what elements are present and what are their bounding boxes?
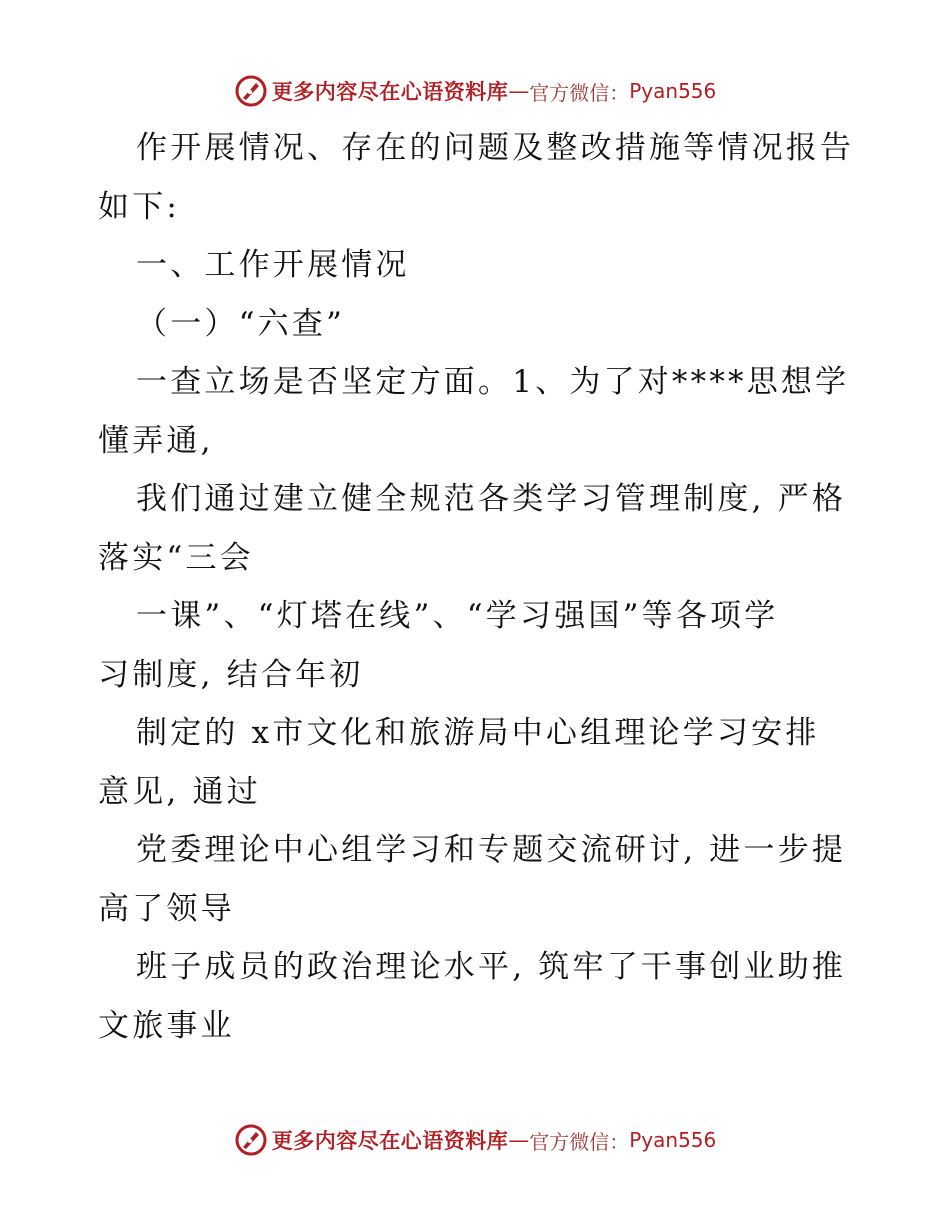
document-body — [98, 119, 858, 1055]
text-line: 高了领导 — [98, 890, 235, 927]
watermark-dash: — — [508, 79, 530, 103]
text-line: 制定的 x市文化和旅游局中心组理论学习安排 — [136, 715, 820, 751]
text-line: 习制度, 结合年初 — [98, 656, 364, 693]
quill-pen-logo-icon — [234, 74, 268, 108]
footer-watermark — [0, 1120, 950, 1160]
text-line: 文旅事业 — [98, 1007, 235, 1044]
text-line: 作开展情况、存在的问题及整改措施等情况报告 — [136, 130, 855, 166]
text-line: 落实“三会 — [98, 539, 254, 576]
text-line: 一查立场是否坚定方面。1、为了对****思想学 — [136, 364, 850, 400]
watermark-dash: — — [508, 1128, 530, 1152]
watermark-site-text: 更多内容尽在心语资料库 — [271, 80, 509, 104]
header-watermark — [0, 71, 950, 111]
watermark-wechat-label: 官方微信： — [529, 1129, 630, 1154]
text-line: 班子成员的政治理论水平, 筑牢了干事创业助推 — [136, 949, 847, 985]
quill-pen-logo-icon — [234, 1123, 268, 1157]
watermark-wechat-label: 官方微信： — [529, 80, 630, 105]
watermark-site-text: 更多内容尽在心语资料库 — [271, 1129, 509, 1153]
text-line: 党委理论中心组学习和专题交流研讨, 进一步提 — [136, 832, 847, 868]
text-line: 懂弄通, — [98, 422, 214, 459]
text-line: 我们通过建立健全规范各类学习管理制度, 严格 — [136, 481, 847, 517]
text-line: 意见, 通过 — [98, 773, 261, 810]
subsection-heading: （一）“六查” — [136, 305, 346, 342]
text-line: 如下: — [98, 188, 181, 225]
watermark-wechat-id: Pyan556 — [629, 79, 717, 103]
section-heading: 一、工作开展情况 — [136, 247, 410, 283]
watermark-wechat-id: Pyan556 — [629, 1128, 717, 1152]
text-line: 一课”、“灯塔在线”、“学习强国”等各项学 — [136, 598, 779, 634]
